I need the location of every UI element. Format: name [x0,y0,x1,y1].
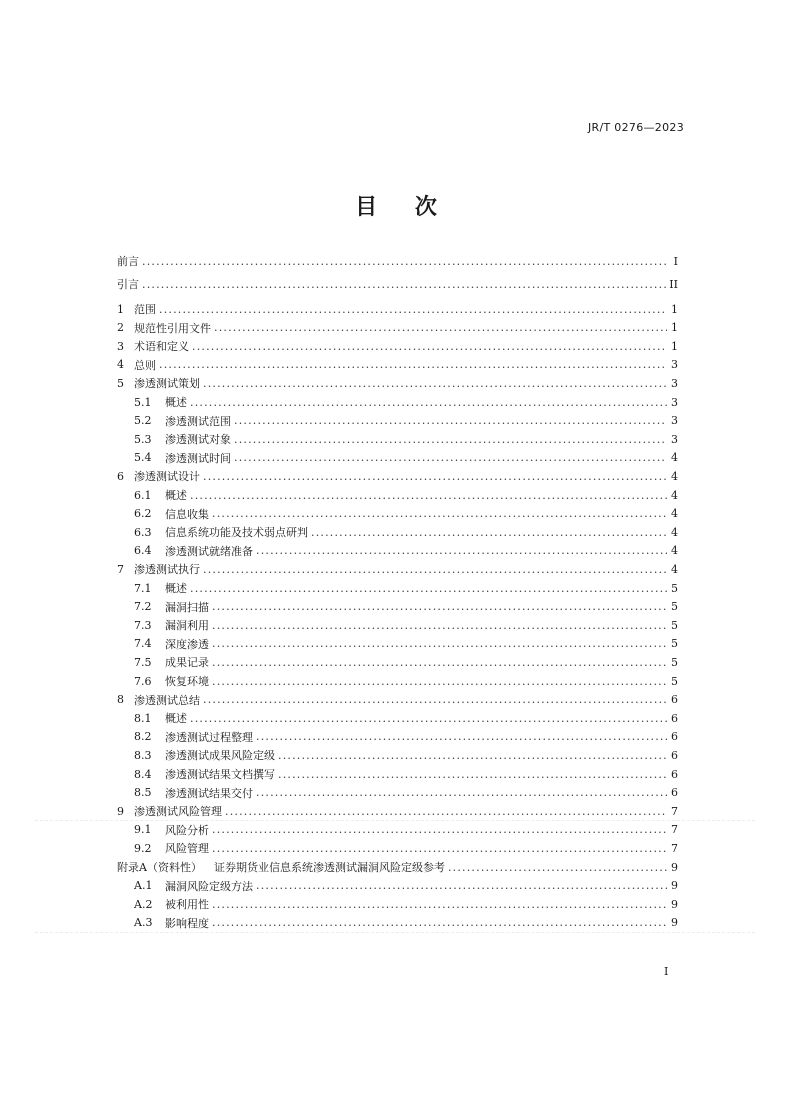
toc-entry-number: 4 [117,358,124,372]
toc-entry-page: 6 [671,767,678,781]
toc-entry-label: 概述 [165,582,187,595]
toc-entry-label: 深度渗透 [165,637,209,651]
toc-entry-page: 6 [671,786,678,800]
dot-leader [256,544,667,557]
toc-entry-number: 7.6 [134,674,152,688]
toc-entry[interactable] [117,560,678,578]
toc-entry[interactable] [117,449,678,467]
dot-leader [212,916,667,929]
toc-entry-page: 5 [671,618,678,632]
dot-leader [212,656,667,669]
dot-leader [190,712,667,725]
toc-entry-number: 8.3 [134,748,152,762]
toc-entry-label: 渗透测试总结 [134,693,200,707]
page-title: 目 次 [355,195,437,220]
toc-entry-page: 6 [671,730,678,744]
toc-entry[interactable] [117,275,678,293]
toc-entry-number: 5 [117,376,124,390]
toc-entry[interactable] [117,486,678,504]
toc-entry[interactable] [117,542,678,560]
toc-entry-number: 1 [117,302,124,316]
toc-entry-page: 6 [671,711,678,725]
toc-entry-label: 证券期货业信息系统渗透测试漏洞风险定级参考 [213,861,445,874]
toc-entry-number: 6.1 [134,488,152,502]
dot-leader [212,600,667,613]
toc-entry-label: 渗透测试风险管理 [134,805,222,819]
dot-leader [142,255,667,268]
toc-entry-label: 风险分析 [165,823,209,837]
toc-entry-label: 被利用性 [165,898,209,912]
toc-entry-number: 9.1 [134,823,152,837]
toc-entry-page: 9 [671,897,678,911]
toc-entry-label: 概述 [165,489,187,502]
toc-entry-label: 渗透测试过程整理 [165,730,253,744]
dot-leader [212,507,667,520]
toc-entry-page: 1 [671,321,678,335]
toc-entry-label: 渗透测试执行 [134,563,200,577]
toc-entry-label: 渗透测试成果风险定级 [165,749,275,763]
toc-entry[interactable] [117,802,678,820]
toc-entry-page: 3 [671,376,678,390]
toc-entry-number: 8.1 [134,711,152,725]
toc-entry-label: 渗透测试策划 [134,377,200,391]
toc-entry[interactable] [117,821,678,839]
dot-leader [192,340,667,353]
toc-entry-number: 8.2 [134,730,152,744]
faint-divider [35,820,755,821]
toc-entry-number: 7.1 [134,581,152,595]
faint-divider [35,932,755,933]
dot-leader [190,489,667,502]
toc-entry-label: 漏洞利用 [165,619,209,633]
toc-entry-label: 渗透测试设计 [134,470,200,484]
toc-entry-number: A.1 [134,879,153,893]
toc-entry-page: 6 [671,748,678,762]
dot-leader [256,879,667,892]
dot-leader [203,563,667,576]
toc-entry[interactable] [117,709,678,727]
toc-entry[interactable] [117,467,678,485]
toc-entry-number: 7.4 [134,637,152,651]
toc-entry[interactable] [117,319,678,337]
toc-entry-number: 5.2 [134,414,152,428]
toc-entry-number: 6 [117,469,124,483]
toc-entry[interactable] [117,430,678,448]
toc-entry[interactable] [117,374,678,392]
toc-entry[interactable] [117,523,678,541]
toc-entry-label: 规范性引用文件 [134,321,211,335]
toc-entry-page: 9 [671,860,678,874]
dot-leader [234,433,667,446]
toc-entry-page: 4 [671,544,678,558]
toc-entry-label: 成果记录 [165,656,209,670]
toc-entry-label: 影响程度 [165,916,209,930]
toc-entry-page: 4 [671,469,678,483]
toc-entry-label: 范围 [134,303,156,316]
toc-entry-page: 4 [671,562,678,576]
toc-entry-page: 6 [671,693,678,707]
dot-leader [212,898,667,911]
toc-entry[interactable] [117,839,678,857]
toc-entry[interactable] [117,784,678,802]
toc-entry[interactable] [117,505,678,523]
dot-leader [311,526,667,539]
toc-entry[interactable] [117,579,678,597]
dot-leader [278,749,667,762]
toc-entry-page: 3 [671,432,678,446]
toc-entry-number: 7.3 [134,618,152,632]
toc-entry-label: 风险管理 [165,842,209,856]
dot-leader [212,675,667,688]
page-number: I [664,965,669,978]
toc-entry[interactable] [117,598,678,616]
toc-entry-label: 渗透测试就绪准备 [165,544,253,558]
toc-entry-label: 渗透测试结果文档撰写 [165,768,275,781]
toc-entry-number: A.2 [134,897,153,911]
toc-entry-number: 5.3 [134,432,152,446]
toc-entry-number: 7.5 [134,655,152,669]
dot-leader [212,842,667,855]
toc-entry-number: 2 [117,321,124,335]
toc-entry-page: 7 [671,823,678,837]
toc-entry-page: 3 [671,358,678,372]
toc-entry-label: 渗透测试范围 [165,414,231,428]
toc-entry[interactable] [117,635,678,653]
dot-leader [203,693,667,706]
dot-leader [190,396,667,409]
toc-entry-number: 9 [117,804,124,818]
toc-entry-label: 渗透测试时间 [165,451,231,465]
toc-entry-page: 3 [671,414,678,428]
toc-entry-label: 信息收集 [165,507,209,521]
dot-leader [448,861,667,874]
toc-entry-page: 9 [671,879,678,893]
toc-entry-page: 4 [671,488,678,502]
toc-entry-number: 6.2 [134,507,152,521]
toc-entry-page: 4 [671,525,678,539]
toc-entry[interactable] [117,895,678,913]
toc-entry-page: 5 [671,674,678,688]
toc-entry-number: 7 [117,562,124,576]
dot-leader [212,823,667,836]
toc-entry[interactable] [117,393,678,411]
toc-entry-label: 概述 [165,712,187,726]
toc-entry[interactable] [117,653,678,671]
dot-leader [159,303,667,316]
toc-entry[interactable] [117,337,678,355]
toc-entry-page: 5 [671,581,678,595]
toc-entry[interactable] [117,252,678,270]
toc-entry-page: 5 [671,600,678,614]
toc-entry[interactable] [117,356,678,374]
toc-entry-number: 6.3 [134,525,152,539]
dot-leader [225,805,667,818]
toc-entry-page: 7 [671,841,678,855]
toc-entry-page: 4 [671,507,678,521]
toc-entry-page: II [669,277,678,291]
toc-entry-label: 恢复环境 [165,675,209,688]
toc-entry-page: 5 [671,655,678,669]
toc-entry-label: 术语和定义 [134,340,189,354]
toc-entry-page: 7 [671,804,678,818]
toc-entry[interactable] [117,728,678,746]
toc-entry[interactable] [117,858,678,876]
dot-leader [212,619,667,632]
toc-entry-label: 渗透测试对象 [165,433,231,447]
toc-entry-page: 5 [671,637,678,651]
toc-entry-label: 引言 [117,278,139,291]
toc-entry[interactable] [117,746,678,764]
dot-leader [203,470,667,483]
toc-entry-number: 8.4 [134,767,152,781]
document-code: JR/T 0276—2023 [588,121,684,134]
toc-entry-label: 总则 [134,358,156,372]
dot-leader [256,730,667,743]
toc-entry-label: 漏洞扫描 [165,600,209,614]
dot-leader [214,321,667,334]
toc-entry-label: 渗透测试结果交付 [165,786,253,800]
toc-entry[interactable] [117,300,678,318]
toc-entry[interactable] [117,691,678,709]
toc-entry-number: 8.5 [134,786,152,800]
toc-entry-page: 4 [671,451,678,465]
dot-leader [203,377,667,390]
toc-entry[interactable] [117,877,678,895]
toc-entry-page: 1 [671,302,678,316]
dot-leader [190,582,667,595]
dot-leader [234,414,667,427]
toc-entry-page: I [673,254,678,268]
toc-entry-number: A.3 [134,916,153,930]
toc-entry-page: 1 [671,339,678,353]
dot-leader [142,278,666,291]
toc-entry-number: 8 [117,693,124,707]
dot-leader [278,768,667,781]
toc-entry[interactable] [117,672,678,690]
toc-entry[interactable] [117,412,678,430]
toc-entry[interactable] [117,914,678,932]
toc-entry[interactable] [117,765,678,783]
toc-entry[interactable] [117,616,678,634]
toc-entry-number: 6.4 [134,544,152,558]
dot-leader [234,451,667,464]
toc-entry-label: 概述 [165,396,187,409]
toc-entry-number: 附录A（资料性） [117,861,202,874]
toc-entry-number: 5.1 [134,395,152,409]
toc-entry-number: 3 [117,339,124,353]
toc-entry-number: 9.2 [134,841,152,855]
dot-leader [159,358,667,371]
toc-entry-label: 漏洞风险定级方法 [165,879,253,893]
dot-leader [256,786,667,799]
toc-entry-label: 信息系统功能及技术弱点研判 [165,526,308,540]
toc-entry-page: 3 [671,395,678,409]
toc-entry-label: 前言 [117,255,139,268]
toc-entry-number: 7.2 [134,600,152,614]
toc-entry-page: 9 [671,916,678,930]
dot-leader [212,637,667,650]
toc-entry-number: 5.4 [134,451,152,465]
